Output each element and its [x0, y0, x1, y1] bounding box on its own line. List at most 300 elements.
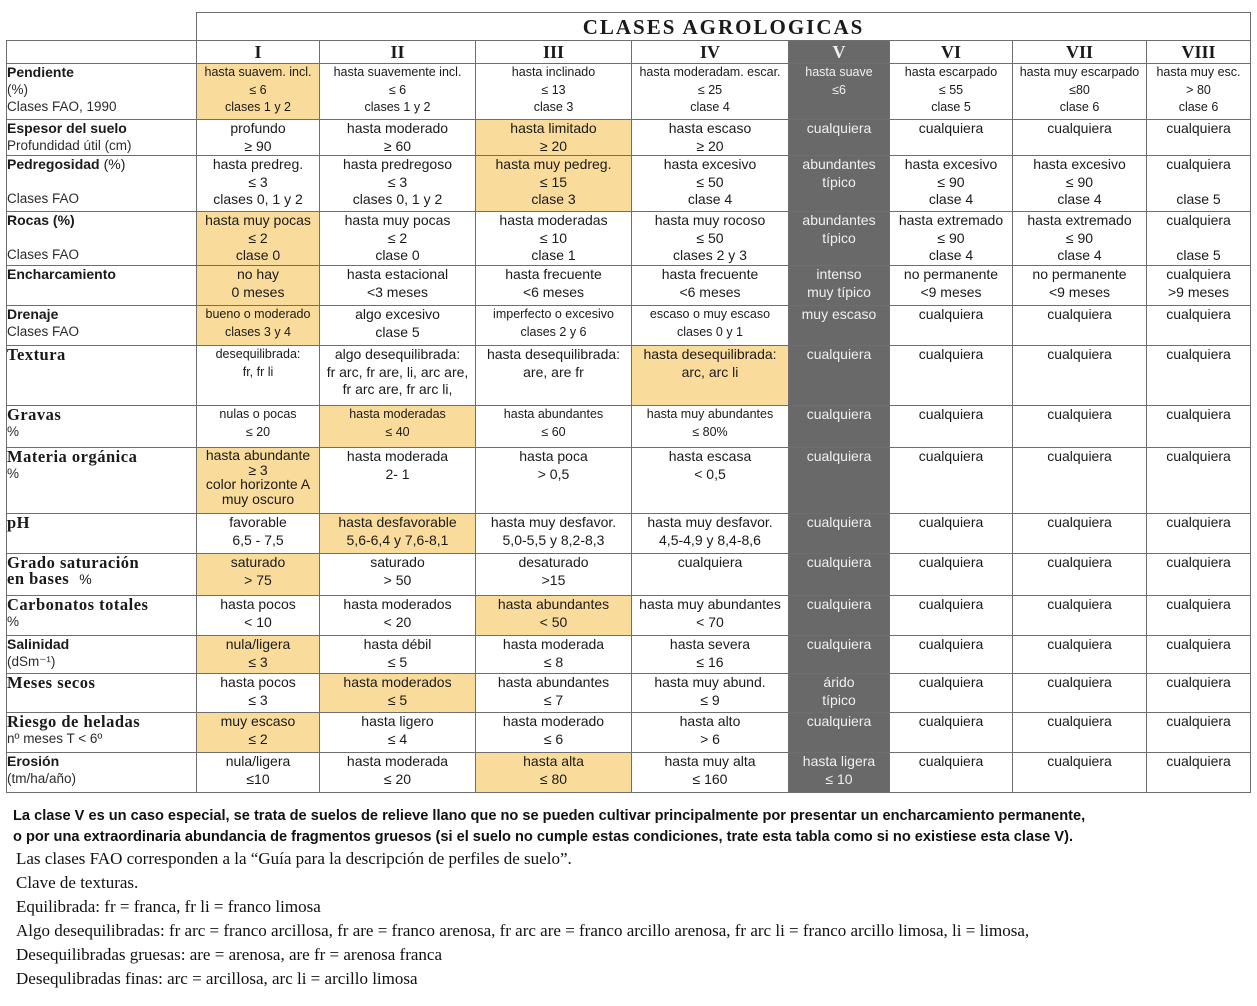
value-line: hasta poca — [519, 448, 588, 464]
value-line: hasta pocos — [220, 596, 296, 612]
value-line: cualquiera — [918, 406, 984, 422]
value-cell-class-IV — [632, 156, 789, 212]
value-cell-class-VI — [890, 448, 1013, 514]
value-cell-class-VIII — [1147, 448, 1251, 514]
value-line: clases 2 y 6 — [520, 324, 587, 339]
value-cell-class-IV — [632, 448, 789, 514]
value-line: 0 meses — [231, 283, 285, 300]
table-row — [7, 306, 1251, 346]
value-cell-class-V — [789, 156, 890, 212]
property-name: Carbonatos totales — [7, 595, 149, 614]
value-cell-class-VIII — [1147, 596, 1251, 636]
class-header-II: II — [320, 41, 476, 64]
value-cell-class-VI — [890, 674, 1013, 713]
value-line: ≤ 80% — [692, 424, 728, 439]
class-header-VI: VI — [890, 41, 1013, 64]
value-cell-class-IV — [632, 596, 789, 636]
value-line: < 70 — [696, 613, 724, 630]
value-line: hasta ligera — [802, 753, 876, 769]
value-line: cualquiera — [806, 120, 872, 136]
value-cell-class-IV — [632, 636, 789, 674]
value-cell-class-VIII — [1147, 64, 1251, 120]
value-cell-class-II — [320, 156, 476, 212]
value-line: hasta muy abundantes — [646, 407, 774, 421]
value-line: clases 1 y 2 — [364, 100, 431, 114]
value-line: ≤ 3 — [387, 173, 408, 190]
value-line: imperfecto o excesivo — [493, 307, 614, 321]
value-line: hasta muy rocoso — [654, 212, 766, 228]
value-line: hasta débil — [363, 636, 432, 652]
value-cell-class-IV — [632, 346, 789, 406]
property-name: Gravas — [7, 405, 62, 424]
value-line: cualquiera — [1047, 514, 1112, 530]
value-line: hasta muy esc. — [1156, 65, 1241, 79]
value-line: clases 1 y 2 — [224, 100, 291, 114]
value-line: desaturado — [518, 554, 589, 570]
value-line: clase 3 — [531, 191, 576, 207]
value-line: clases 2 y 3 — [673, 247, 747, 263]
value-line: clase 5 — [375, 323, 420, 340]
property-subtitle: (dSm⁻¹) — [7, 654, 56, 669]
value-line: cualquiera — [918, 514, 984, 530]
value-cell-class-VIII — [1147, 406, 1251, 448]
value-cell-class-VIII — [1147, 346, 1251, 406]
table-row — [7, 448, 1251, 514]
value-line: hasta muy pedreg. — [495, 156, 612, 172]
class-header-IV: IV — [632, 41, 789, 64]
value-cell-class-V — [789, 120, 890, 156]
value-line: cualquiera — [918, 554, 984, 570]
value-line: cualquiera — [677, 554, 743, 570]
value-line: cualquiera — [918, 753, 984, 769]
value-line: <9 meses — [920, 283, 982, 300]
table-row — [7, 266, 1251, 306]
texture-key-line: Clave de texturas. — [16, 873, 139, 892]
property-unit: (%) — [103, 156, 126, 172]
value-line: clases 0 y 1 — [676, 324, 743, 339]
property-name: Drenaje — [7, 306, 59, 322]
value-line: hasta desfavorable — [338, 514, 457, 530]
value-cell-class-VI — [890, 596, 1013, 636]
value-cell-class-III — [476, 212, 632, 266]
value-line: ≤6 — [832, 82, 846, 97]
value-cell-class-III — [476, 346, 632, 406]
value-line: ≤ 13 — [541, 82, 566, 97]
value-line: cualquiera — [806, 636, 872, 652]
texture-key-line: Las clases FAO corresponden a la “Guía para la descripción de perfiles de suelo”. — [16, 849, 572, 868]
value-line: ≤ 6 — [543, 730, 564, 747]
value-cell-class-III — [476, 554, 632, 596]
value-line: clases 0, 1 y 2 — [213, 191, 303, 207]
value-cell-class-III — [476, 266, 632, 306]
value-cell-class-VI — [890, 64, 1013, 120]
value-line: profundo — [230, 120, 286, 136]
value-line: no hay — [236, 266, 280, 282]
property-cell — [7, 636, 197, 674]
value-line: clase 4 — [1057, 247, 1102, 263]
value-line: hasta abundantes — [503, 407, 604, 421]
value-cell-class-IV — [632, 266, 789, 306]
value-line: fr arc are, fr arc li, — [342, 381, 453, 397]
table-row — [7, 753, 1251, 793]
value-line: hasta frecuente — [505, 266, 602, 282]
value-cell-class-V — [789, 514, 890, 554]
value-line: ≤ 20 — [383, 770, 412, 787]
table-row — [7, 636, 1251, 674]
table-row — [7, 406, 1251, 448]
value-line: hasta moderadam. escar. — [639, 65, 781, 79]
value-line: hasta muy abundantes — [639, 596, 781, 612]
value-line: >15 — [541, 571, 566, 588]
value-line: cualquiera — [1047, 554, 1112, 570]
value-line: nula/ligera — [225, 753, 291, 769]
value-line: ≤ 90 — [937, 173, 965, 190]
value-line: clase 4 — [690, 100, 730, 114]
value-line: cualquiera — [806, 713, 872, 729]
value-line: cualquiera — [1047, 713, 1112, 729]
value-line: cualquiera — [806, 346, 872, 362]
value-line: hasta moderada — [346, 753, 449, 769]
value-line: hasta estacional — [346, 266, 449, 282]
value-line: típico — [822, 173, 856, 190]
property-name: Salinidad — [7, 636, 70, 652]
value-cell-class-II — [320, 514, 476, 554]
value-line: ≤ 3 — [248, 691, 268, 708]
value-line: cualquiera — [1047, 346, 1112, 362]
value-cell-class-III — [476, 64, 632, 120]
value-line: 2- 1 — [385, 465, 410, 482]
property-cell — [7, 514, 197, 554]
value-line: 6,5 - 7,5 — [232, 531, 284, 548]
value-cell-class-VII — [1013, 64, 1147, 120]
property-subtitle — [7, 173, 196, 190]
table-row — [7, 554, 1251, 596]
value-line: cualquiera — [806, 596, 872, 612]
value-line: cualquiera — [1047, 636, 1112, 652]
value-line: clase 4 — [687, 191, 733, 207]
value-cell-class-III — [476, 674, 632, 713]
value-line: clase 0 — [235, 247, 281, 263]
value-line: ≤ 15 — [539, 173, 568, 190]
value-cell-class-VI — [890, 554, 1013, 596]
property-name: pH — [7, 513, 31, 532]
value-line: color horizonte A — [205, 476, 311, 492]
value-cell-class-VII — [1013, 346, 1147, 406]
property-subtitle: Profundidad útil (cm) — [7, 138, 132, 153]
value-line: cualquiera — [1166, 713, 1231, 729]
value-line: < 20 — [383, 613, 412, 630]
value-cell-class-III — [476, 448, 632, 514]
value-cell-class-I — [197, 306, 320, 346]
value-cell-class-II — [320, 753, 476, 793]
value-cell-class-I — [197, 713, 320, 753]
value-cell-class-V — [789, 266, 890, 306]
value-line: ≤ 9 — [700, 691, 720, 708]
value-line: hasta moderadas — [499, 212, 608, 228]
table-title: CLASES AGROLOGICAS — [197, 13, 1251, 41]
value-line: típico — [822, 229, 856, 246]
value-line: hasta pocos — [220, 674, 296, 690]
value-cell-class-III — [476, 636, 632, 674]
value-line: bueno o moderado — [205, 307, 311, 321]
value-line: hasta escasa — [668, 448, 752, 464]
class-header-VII: VII — [1013, 41, 1147, 64]
value-cell-class-VII — [1013, 753, 1147, 793]
value-cell-class-I — [197, 753, 320, 793]
value-line: < 0,5 — [694, 465, 726, 482]
value-line: ≤ 60 — [541, 424, 566, 439]
value-line: cualquiera — [918, 674, 984, 690]
value-line: ≤ 2 — [248, 730, 268, 747]
value-line: hasta suave — [805, 65, 873, 79]
value-line: cualquiera — [1166, 636, 1231, 652]
value-cell-class-VIII — [1147, 713, 1251, 753]
value-cell-class-V — [789, 713, 890, 753]
value-line: clase 6 — [1178, 100, 1219, 114]
value-cell-class-V — [789, 448, 890, 514]
value-cell-class-VIII — [1147, 306, 1251, 346]
property-cell — [7, 212, 197, 266]
value-line: hasta abundante — [205, 447, 311, 463]
texture-key-line: Desequlibradas finas: arc = arcillosa, arc li = arcillo limosa — [16, 969, 418, 988]
property-cell — [7, 713, 197, 753]
property-name: Erosión — [7, 753, 60, 769]
value-line: ≥ 90 — [244, 137, 272, 154]
value-line: ≤ 4 — [387, 730, 408, 747]
value-line: ≤ 90 — [1065, 229, 1094, 246]
value-line: cualquiera — [918, 120, 984, 136]
value-line: > 50 — [383, 571, 412, 588]
class-header-I: I — [197, 41, 320, 64]
value-cell-class-VIII — [1147, 266, 1251, 306]
value-line: abundantes — [802, 156, 876, 172]
table-row — [7, 156, 1251, 212]
value-cell-class-II — [320, 448, 476, 514]
value-line: cualquiera — [918, 713, 984, 729]
value-line: muy escaso — [801, 306, 877, 322]
value-line: clases 3 y 4 — [224, 324, 291, 339]
value-line: hasta muy desfavor. — [647, 514, 773, 530]
value-cell-class-VII — [1013, 448, 1147, 514]
value-cell-class-III — [476, 753, 632, 793]
value-cell-class-III — [476, 156, 632, 212]
value-line: hasta abundantes — [497, 596, 610, 612]
value-line: ≤ 20 — [245, 424, 271, 439]
property-subtitle: (%) — [7, 82, 28, 97]
value-line: cualquiera — [1166, 156, 1231, 172]
value-cell-class-V — [789, 753, 890, 793]
property-name: Rocas (%) — [7, 212, 75, 228]
value-cell-class-VI — [890, 156, 1013, 212]
property-cell — [7, 346, 197, 406]
table-row — [7, 596, 1251, 636]
value-line — [1147, 174, 1250, 192]
value-cell-class-I — [197, 212, 320, 266]
value-line: clase 5 — [931, 100, 971, 114]
value-line: ≤ 8 — [543, 653, 564, 670]
value-cell-class-I — [197, 346, 320, 406]
value-line: clase 4 — [928, 247, 974, 263]
value-cell-class-V — [789, 674, 890, 713]
value-line: hasta moderado — [346, 120, 449, 136]
property-cell — [7, 266, 197, 306]
value-line: ≤ 7 — [543, 691, 564, 708]
table-row — [7, 674, 1251, 713]
value-line: hasta extremado — [1027, 212, 1132, 228]
value-line: ≤ 40 — [385, 424, 410, 439]
property-subtitle: Clases FAO — [7, 247, 80, 262]
property-cell — [7, 306, 197, 346]
value-line: > 80 — [1186, 82, 1211, 97]
value-line: 5,0-5,5 y 8,2-8,3 — [502, 531, 605, 548]
value-cell-class-VII — [1013, 212, 1147, 266]
value-line: algo excesivo — [355, 306, 440, 322]
value-cell-class-I — [197, 448, 320, 514]
value-cell-class-IV — [632, 753, 789, 793]
value-cell-class-V — [789, 306, 890, 346]
value-line: hasta limitado — [510, 120, 597, 136]
value-cell-class-VIII — [1147, 212, 1251, 266]
value-line: escaso o muy escaso — [649, 307, 771, 321]
property-subtitle: % — [7, 424, 20, 439]
property-name: Riesgo de heladas — [7, 712, 141, 731]
value-cell-class-V — [789, 64, 890, 120]
value-line: hasta moderados — [343, 674, 452, 690]
value-cell-class-VII — [1013, 266, 1147, 306]
value-cell-class-II — [320, 674, 476, 713]
value-line: ≤80 — [1069, 82, 1090, 97]
value-line: ≤ 25 — [697, 82, 723, 97]
value-line: hasta moderado — [502, 713, 605, 729]
value-line: > 0,5 — [537, 465, 570, 482]
value-cell-class-VI — [890, 266, 1013, 306]
value-line: ≤ 50 — [696, 173, 724, 190]
property-cell — [7, 64, 197, 120]
property-subtitle: % — [7, 614, 20, 629]
value-line: hasta severa — [669, 636, 751, 652]
value-line: nulas o pocas — [219, 407, 297, 421]
value-cell-class-II — [320, 306, 476, 346]
value-line: cualquiera — [1047, 448, 1112, 464]
value-cell-class-VIII — [1147, 156, 1251, 212]
value-line: intenso — [816, 266, 862, 282]
value-line: muy escaso — [220, 713, 296, 729]
value-line: hasta frecuente — [661, 266, 759, 282]
value-cell-class-IV — [632, 64, 789, 120]
property-cell — [7, 406, 197, 448]
value-line: ≤ 2 — [387, 229, 408, 246]
property-unit: % — [79, 571, 93, 587]
value-line: fr arc, fr are, li, arc are, — [326, 363, 469, 380]
property-subtitle: (tm/ha/año) — [7, 771, 77, 786]
value-line: clase 6 — [1059, 100, 1100, 114]
value-cell-class-V — [789, 212, 890, 266]
corner-cell-2 — [7, 41, 197, 64]
texture-key-line: Desequilibradas gruesas: are = arenosa, are fr = arenosa franca — [16, 945, 443, 964]
value-line: cualquiera — [806, 406, 872, 422]
value-line: ≤ 50 — [696, 229, 724, 246]
value-line: 5,6-6,4 y 7,6-8,1 — [346, 531, 449, 548]
value-line: abundantes — [802, 212, 876, 228]
value-cell-class-VI — [890, 346, 1013, 406]
value-line: ≤ 80 — [539, 770, 568, 787]
value-line: hasta predregoso — [343, 156, 452, 172]
value-line: nula/ligera — [225, 636, 291, 652]
table-row — [7, 212, 1251, 266]
value-line: clase 5 — [1176, 191, 1221, 207]
texture-key-line: Equilibrada: fr = franca, fr li = franco limosa — [16, 897, 321, 916]
value-line: cualquiera — [918, 306, 984, 322]
value-line: 4,5-4,9 y 8,4-8,6 — [659, 531, 761, 548]
value-cell-class-II — [320, 554, 476, 596]
value-line: cualquiera — [1047, 306, 1112, 322]
value-line: ≥ 20 — [696, 137, 724, 154]
property-cell — [7, 554, 197, 596]
value-line: cualquiera — [1166, 753, 1231, 769]
table-row — [7, 713, 1251, 753]
value-cell-class-V — [789, 406, 890, 448]
property-cell — [7, 156, 197, 212]
value-line: hasta suavemente incl. — [333, 65, 462, 79]
value-line: hasta muy pocas — [344, 212, 451, 228]
table-row — [7, 346, 1251, 406]
property-name: Pedregosidad — [7, 156, 100, 172]
property-cell — [7, 674, 197, 713]
value-cell-class-II — [320, 120, 476, 156]
value-line: are, are fr — [523, 363, 584, 380]
value-line: >9 meses — [1167, 283, 1230, 300]
value-cell-class-VIII — [1147, 120, 1251, 156]
value-line: hasta muy alta — [664, 753, 756, 769]
value-line: ≤ 55 — [938, 82, 964, 97]
value-line: ≤ 10 — [539, 229, 568, 246]
value-cell-class-IV — [632, 406, 789, 448]
value-line: cualquiera — [1047, 753, 1112, 769]
value-line: <3 meses — [366, 283, 429, 300]
value-line: clase 5 — [1176, 247, 1221, 263]
value-line: hasta alto — [679, 713, 741, 729]
value-line: cualquiera — [918, 346, 984, 362]
property-subtitle: Clases FAO — [7, 324, 80, 339]
value-line: ≤ 6 — [249, 82, 267, 97]
value-line: <6 meses — [522, 283, 585, 300]
property-name-line2: en bases — [7, 569, 70, 588]
value-line: favorable — [229, 514, 287, 530]
value-line: cualquiera — [1166, 406, 1231, 422]
value-line: desequilibrada: — [215, 347, 301, 361]
value-cell-class-VI — [890, 514, 1013, 554]
value-line: algo desequilibrada: — [334, 346, 461, 362]
value-cell-class-V — [789, 346, 890, 406]
value-line: ≤ 5 — [387, 691, 408, 708]
value-line: ≤ 6 — [388, 82, 407, 97]
value-cell-class-VI — [890, 212, 1013, 266]
value-line: hasta alta — [523, 753, 584, 769]
value-cell-class-VIII — [1147, 554, 1251, 596]
value-line: hasta abundantes — [497, 674, 610, 690]
value-line: cualquiera — [806, 514, 872, 530]
value-line: cualquiera — [1166, 120, 1231, 136]
value-line — [1147, 230, 1250, 248]
property-name: Espesor del suelo — [7, 120, 127, 136]
value-line: cualquiera — [806, 554, 872, 570]
value-cell-class-I — [197, 406, 320, 448]
value-cell-class-III — [476, 514, 632, 554]
value-line: clase 4 — [1057, 191, 1102, 207]
value-cell-class-VII — [1013, 156, 1147, 212]
value-line: ≥ 60 — [383, 137, 412, 154]
value-cell-class-V — [789, 596, 890, 636]
